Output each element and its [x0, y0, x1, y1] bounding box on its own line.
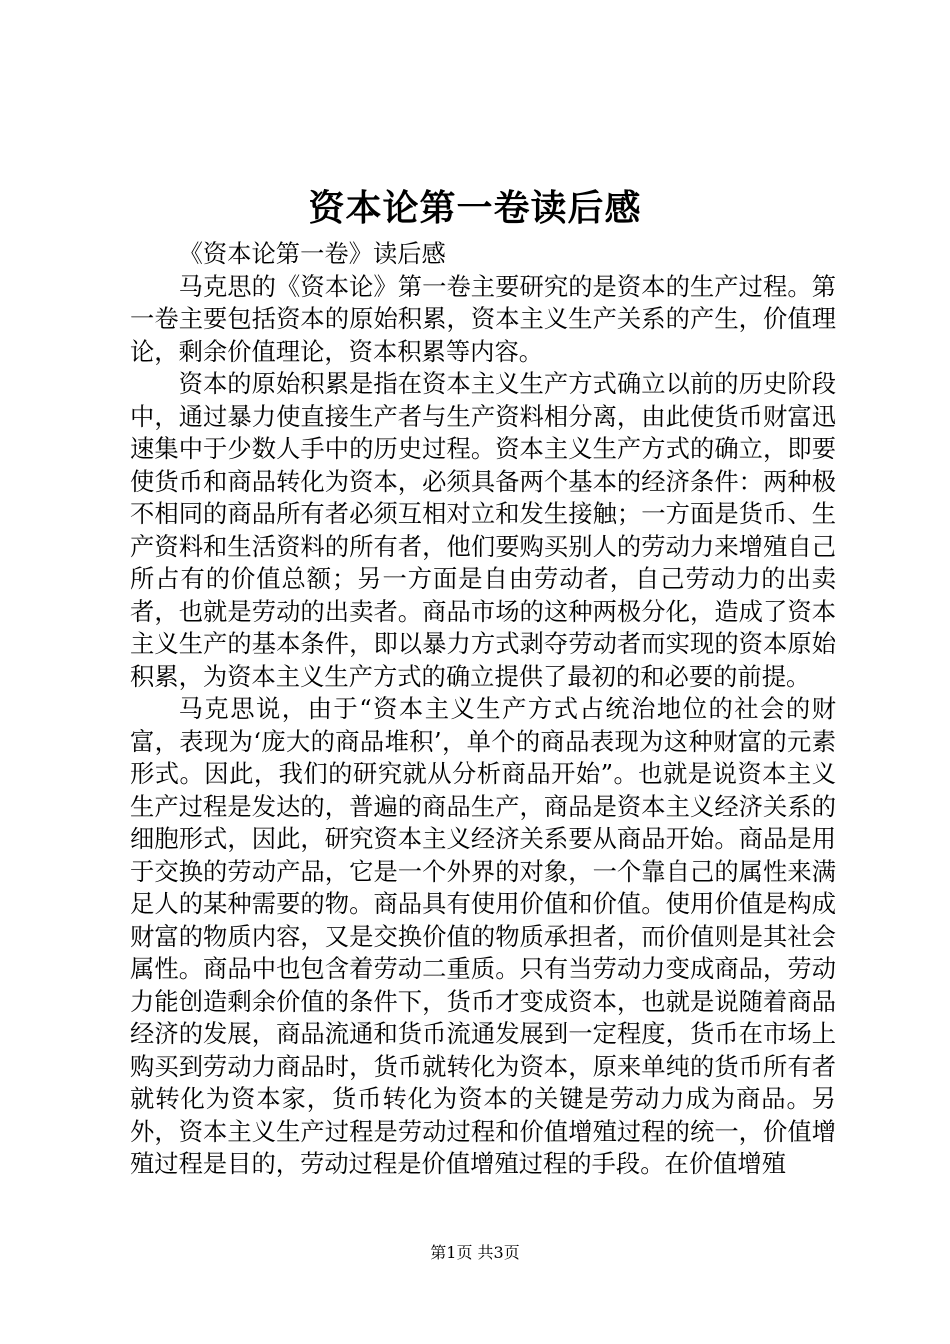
page-indicator: 第1页 共3页: [430, 1243, 520, 1262]
paragraph-intro: 马克思的《资本论》第一卷主要研究的是资本的生产过程。第一卷主要包括资本的原始积累，资本主义生产关系的产生，价值理论，剩余价值理论，资本积累等内容。: [130, 271, 836, 366]
document-body: [130, 238, 836, 1181]
paragraph-subtitle: 《资本论第一卷》读后感: [178, 239, 446, 268]
paragraph-commodity: 马克思说，由于“资本主义生产方式占统治地位的社会的财富，表现为‘庞大的商品堆积’，单个的商品表现为这种财富的元素形式。因此，我们的研究就从分析商品开始”。也就是说资本主义生产过程是发达的，普遍的商品生产，商品是资本主义经济关系的细胞形式，因此，研究资本主义经济关系要从商品开始。商品是用于交换的劳动产品，它是一个外界的对象，一个靠自己的属性来满足人的某种需要的物。商品具有使用价值和价值。使用价值是构成财富的物质内容，又是交换价值的物质承担者，而价值则是其社会属性。商品中也包含着劳动二重质。只有当劳动力变成商品，劳动力能创造剩余价值的条件下，货币才变成资本，也就是说随着商品经济的发展，商品流通和货币流通发展到一定程度，货币在市场上购买到劳动力商品时，货币就转化为资本，原来单纯的货币所有者就转化为资本家，货币转化为资本的关键是劳动力成为商品。另外，资本主义生产过程是劳动过程和价值增殖过程的统一，价值增殖过程是目的，劳动过程是价值增殖过程的手段。在价值增殖: [130, 694, 836, 1178]
document-title: 资本论第一卷读后感: [308, 187, 642, 229]
paragraph-primitive-accumulation: 资本的原始积累是指在资本主义生产方式确立以前的历史阶段中，通过暴力使直接生产者与生产资料相分离，由此使货币财富迅速集中于少数人手中的历史过程。资本主义生产方式的确立，即要使货币和商品转化为资本，必须具备两个基本的经济条件：两种极不相同的商品所有者必须互相对立和发生接触；一方面是货币、生产资料和生活资料的所有者，他们要购买别人的劳动力来增殖自己所占有的价值总额；另一方面是自由劳动者，自己劳动力的出卖者，也就是劳动的出卖者。商品市场的这种两极分化，造成了资本主义生产的基本条件，即以暴力方式剥夺劳动者而实现的资本原始积累，为资本主义生产方式的确立提供了最初的和必要的前提。: [130, 369, 836, 691]
